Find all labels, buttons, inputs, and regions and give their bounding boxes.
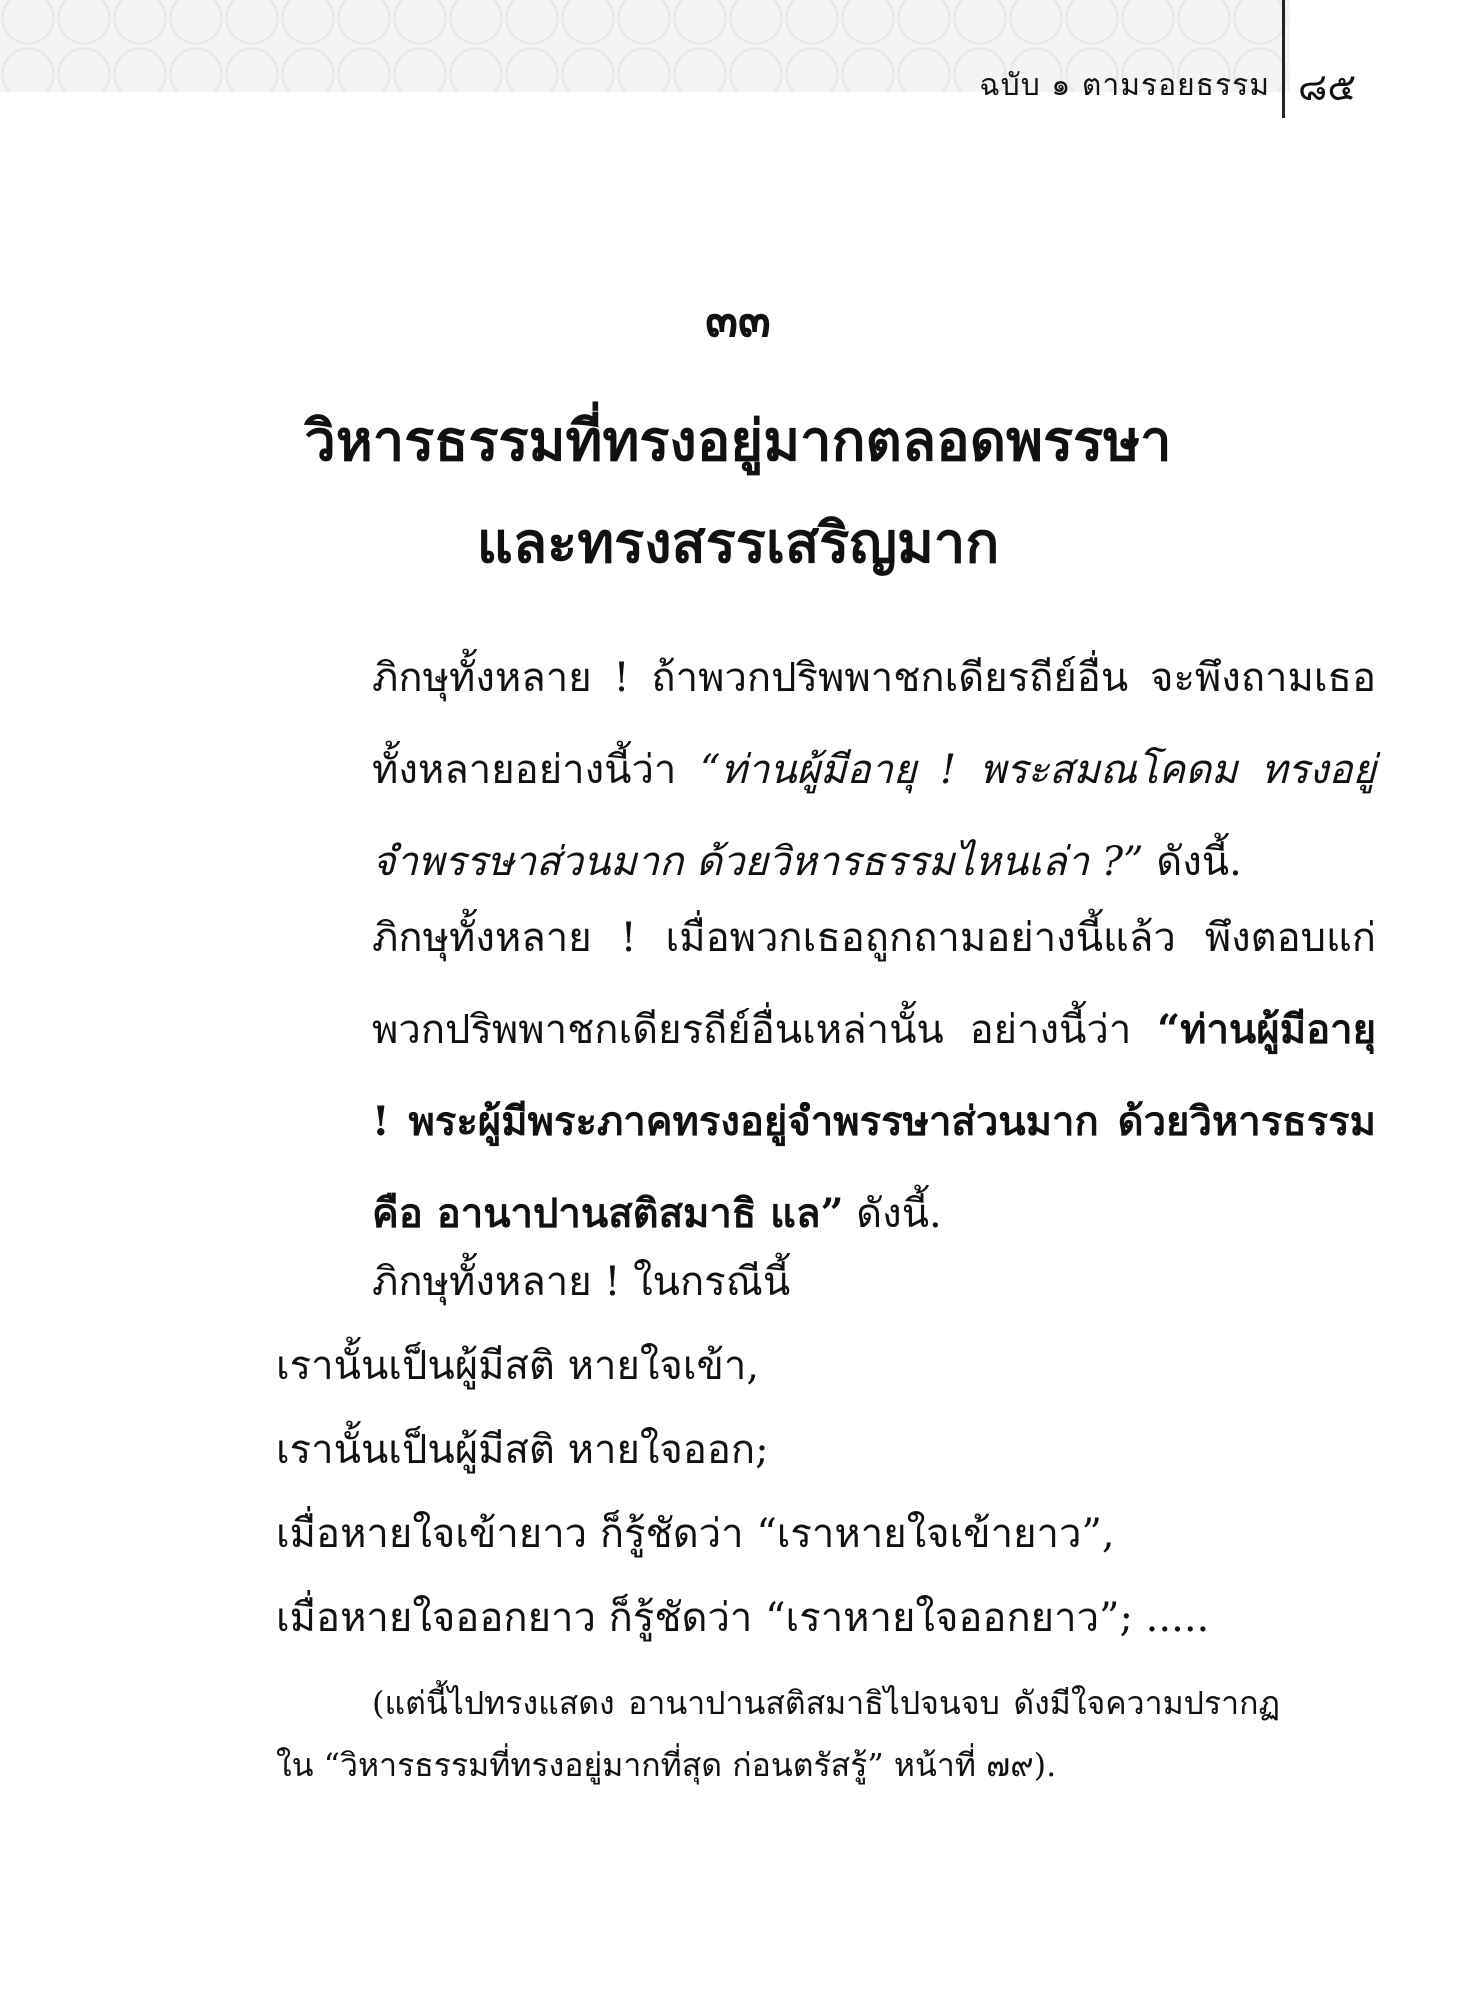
paragraph-1-opening: ภิกษุทั้งหลาย ! ถ้าพวกปริพพาชกเดียรถีย์อื่น จะพึงถามเธอทั้งหลายอย่างนี้ว่า xyxy=(372,655,1376,793)
verse-line-1: ภิกษุทั้งหลาย ! ในกรณีนี้ xyxy=(372,1259,791,1305)
verse-line-4: เมื่อหายใจเข้ายาว ก็รู้ชัดว่า “เราหายใจเข้ายาว”, xyxy=(276,1511,1115,1557)
paragraph-1 xyxy=(276,632,1376,908)
paragraph-1-closing: ดังนี้. xyxy=(1143,839,1242,885)
paragraph-2-answer: “ท่านผู้มีอายุ ! พระผู้มีพระภาคทรงอยู่จำพรรษาส่วนมาก ด้วยวิหารธรรม คือ อานาปานสติสมาธิ แล” xyxy=(372,1006,1376,1237)
paragraph-2-opening: ภิกษุทั้งหลาย ! เมื่อพวกเธอถูกถามอย่างนี้แล้ว พึงตอบแก่พวกปริพพาชกเดียรถีย์อื่นเหล่านั้น อย่างนี้ว่า xyxy=(372,915,1376,1053)
chapter-title-line1: วิหารธรรมที่ทรงอยู่มากตลอดพรรษา xyxy=(304,408,1172,474)
chapter-number: ๓๓ xyxy=(705,292,771,348)
page-number: ๘๕ xyxy=(1298,65,1357,109)
footnote: (แต่นี้ไปทรงแสดง อานาปานสติสมาธิไปจนจบ ดังมีใจความปรากฏใน “วิหารธรรมที่ทรงอยู่มากที่สุด ก่อนตรัสรู้” หน้าที่ ๗๙). xyxy=(276,1684,1280,1784)
verse-line-3: เรานั้นเป็นผู้มีสติ หายใจออก; xyxy=(276,1427,769,1473)
running-head: ฉบับ ๑ ตามรอยธรรม xyxy=(979,68,1270,103)
verse-line-2: เรานั้นเป็นผู้มีสติ หายใจเข้า, xyxy=(276,1343,760,1389)
verse-block xyxy=(276,1240,1316,1660)
chapter-title-line2: และทรงสรรเสริญมาก xyxy=(476,510,1000,576)
verse-line-5: เมื่อหายใจออกยาว ก็รู้ชัดว่า “เราหายใจออกยาว”; ..... xyxy=(276,1595,1210,1641)
paragraph-1-question: “ท่านผู้มีอายุ ! พระสมณโคดม ทรงอยู่จำพรรษาส่วนมาก ด้วยวิหารธรรมไหนเล่า ?” xyxy=(372,747,1376,885)
paragraph-2-closing: ดังนี้. xyxy=(843,1191,942,1237)
header-divider xyxy=(1282,0,1285,118)
paragraph-2 xyxy=(276,892,1376,1260)
